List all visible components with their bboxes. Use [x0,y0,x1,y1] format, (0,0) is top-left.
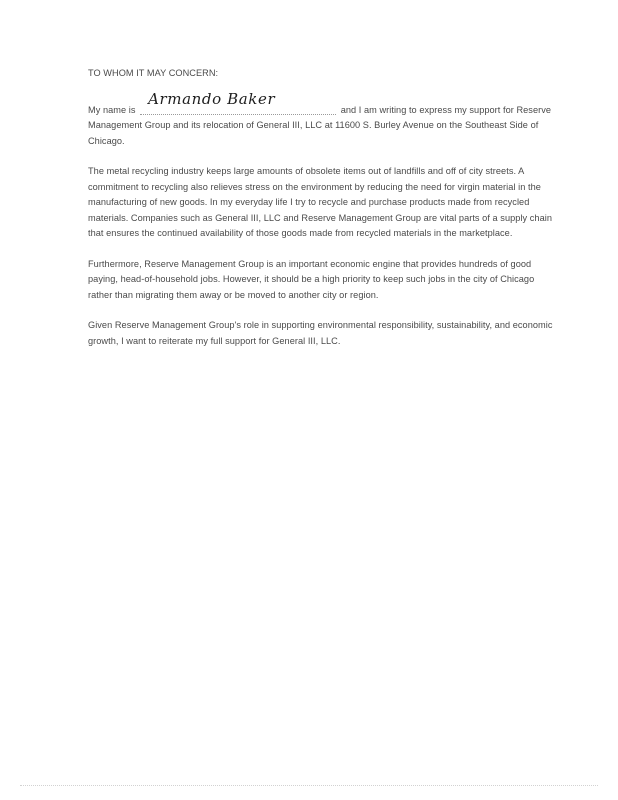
body-paragraph-support: Given Reserve Management Group's role in supporting environmental responsibility, sustainability, and economic growth, I want to reiterate my full support for General III, LLC. [88,320,553,346]
intro-paragraph [88,89,558,150]
intro-suffix: and I am writing to express my support for Reserve Management Group and its relocation of General III, LLC at 11600 S. Burley Avenue on the Southeast Side of Chicago. [88,104,552,146]
scan-footer-line [20,785,598,790]
signature-line [140,89,336,115]
salutation: TO WHOM IT MAY CONCERN: [88,68,219,78]
handwritten-name: Armando Baker [148,89,276,108]
intro-prefix: My name is [88,104,136,115]
body-paragraph-recycling: The metal recycling industry keeps large amounts of obsolete items out of landfills and off of city streets. A commitment to recycling also relieves stress on the environment by reducing the need for virgin material in the manufacturing of new goods. In my everyday life I try to recycle and purchase products made from recycled materials. Companies such as General III, LLC and Reserve Management Group are vital parts of a supply chain that ensures the continued availability of those goods made from recycled materials in the marketplace. [88,166,552,238]
letter-body [88,66,558,364]
body-paragraph-jobs: Furthermore, Reserve Management Group is an important economic engine that provides hundreds of good paying, head-of-household jobs. However, it should be a high priority to keep such jobs in the city of Chicago rather than migrating them away or be moved to another city or region. [88,258,535,300]
